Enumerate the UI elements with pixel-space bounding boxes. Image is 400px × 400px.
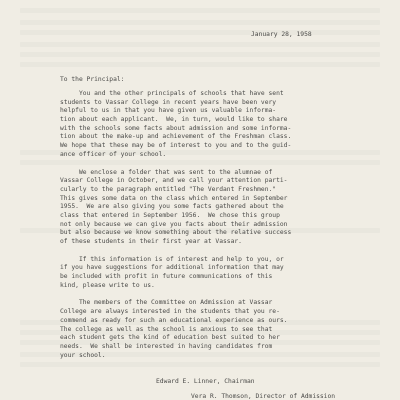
- paragraph-gap: [60, 247, 360, 256]
- text-line: needs. We shall be interested in having candidates from: [60, 342, 273, 350]
- text-line: You and the other principals of schools that have sent: [60, 90, 284, 97]
- text-line: students to Vassar College in recent years have been very: [60, 98, 277, 106]
- text-line: each student gets the kind of education best suited to her: [60, 334, 280, 342]
- text-line: ance officer of your school.: [60, 150, 167, 158]
- bleed-band: [20, 62, 380, 67]
- salutation: To the Principal:: [60, 76, 125, 83]
- paragraph-1: [60, 90, 360, 160]
- text-line: helpful to us in that you have given us valuable informa-: [60, 107, 277, 115]
- text-line: class that entered in September 1956. We chose this group: [60, 211, 280, 219]
- text-line: not only because we can give you facts about their admission: [60, 220, 288, 228]
- bleed-band: [20, 30, 380, 35]
- text-line: your school.: [60, 351, 106, 359]
- text-line: We enclose a folder that was sent to the alumnae of: [60, 168, 273, 176]
- bleed-band: [20, 8, 380, 13]
- bleed-band: [20, 362, 380, 367]
- paragraph-gap: [60, 160, 360, 169]
- text-line: 1955. We are also giving you some facts gathered about the: [60, 203, 284, 211]
- bleed-band: [20, 52, 380, 57]
- paragraph-4: [60, 299, 360, 360]
- text-line: The members of the Committee on Admission at Vassar: [60, 299, 273, 307]
- letter-body: [60, 90, 360, 360]
- bleed-band: [20, 20, 380, 25]
- text-line: tion about the make-up and achievement of the Freshman class.: [60, 133, 292, 141]
- text-line: if you have suggestions for additional information that may: [60, 264, 284, 272]
- text-line: We hope that these may be of interest to you and to the guid-: [60, 142, 292, 150]
- text-line: If this information is of interest and help to you, or: [60, 255, 284, 263]
- text-line: of these students in their first year at Vassar.: [60, 238, 242, 245]
- text-line: commend as ready for such an educational experience as ours.: [60, 316, 288, 324]
- text-line: be included with profit in future communications of this: [60, 273, 273, 281]
- letter-date: January 28, 1958: [251, 31, 312, 38]
- paragraph-gap: [60, 290, 360, 299]
- text-line: with the schools some facts about admission and some informa-: [60, 124, 292, 132]
- signature-chairman: Edward E. Linner, Chairman: [156, 378, 255, 385]
- text-line: tion about each applicant. We, in turn, would like to share: [60, 116, 288, 124]
- text-line: This gives some data on the class which entered in September: [60, 194, 288, 202]
- signature-director: Vera R. Thomson, Director of Admission: [191, 393, 336, 400]
- paragraph-3: [60, 256, 360, 291]
- text-line: The college as well as the school is anxious to see that: [60, 325, 273, 333]
- text-line: cularly to the paragraph entitled "The Verdant Freshmen.": [60, 185, 277, 193]
- text-line: kind, please write to us.: [60, 281, 155, 289]
- bleed-band: [20, 42, 380, 47]
- text-line: but also because we know something about the relative success: [60, 229, 292, 237]
- text-line: Vassar College in October, and we call your attention parti-: [60, 177, 288, 185]
- text-line: College are always interested in the students that you re-: [60, 308, 280, 316]
- paragraph-2: [60, 169, 360, 247]
